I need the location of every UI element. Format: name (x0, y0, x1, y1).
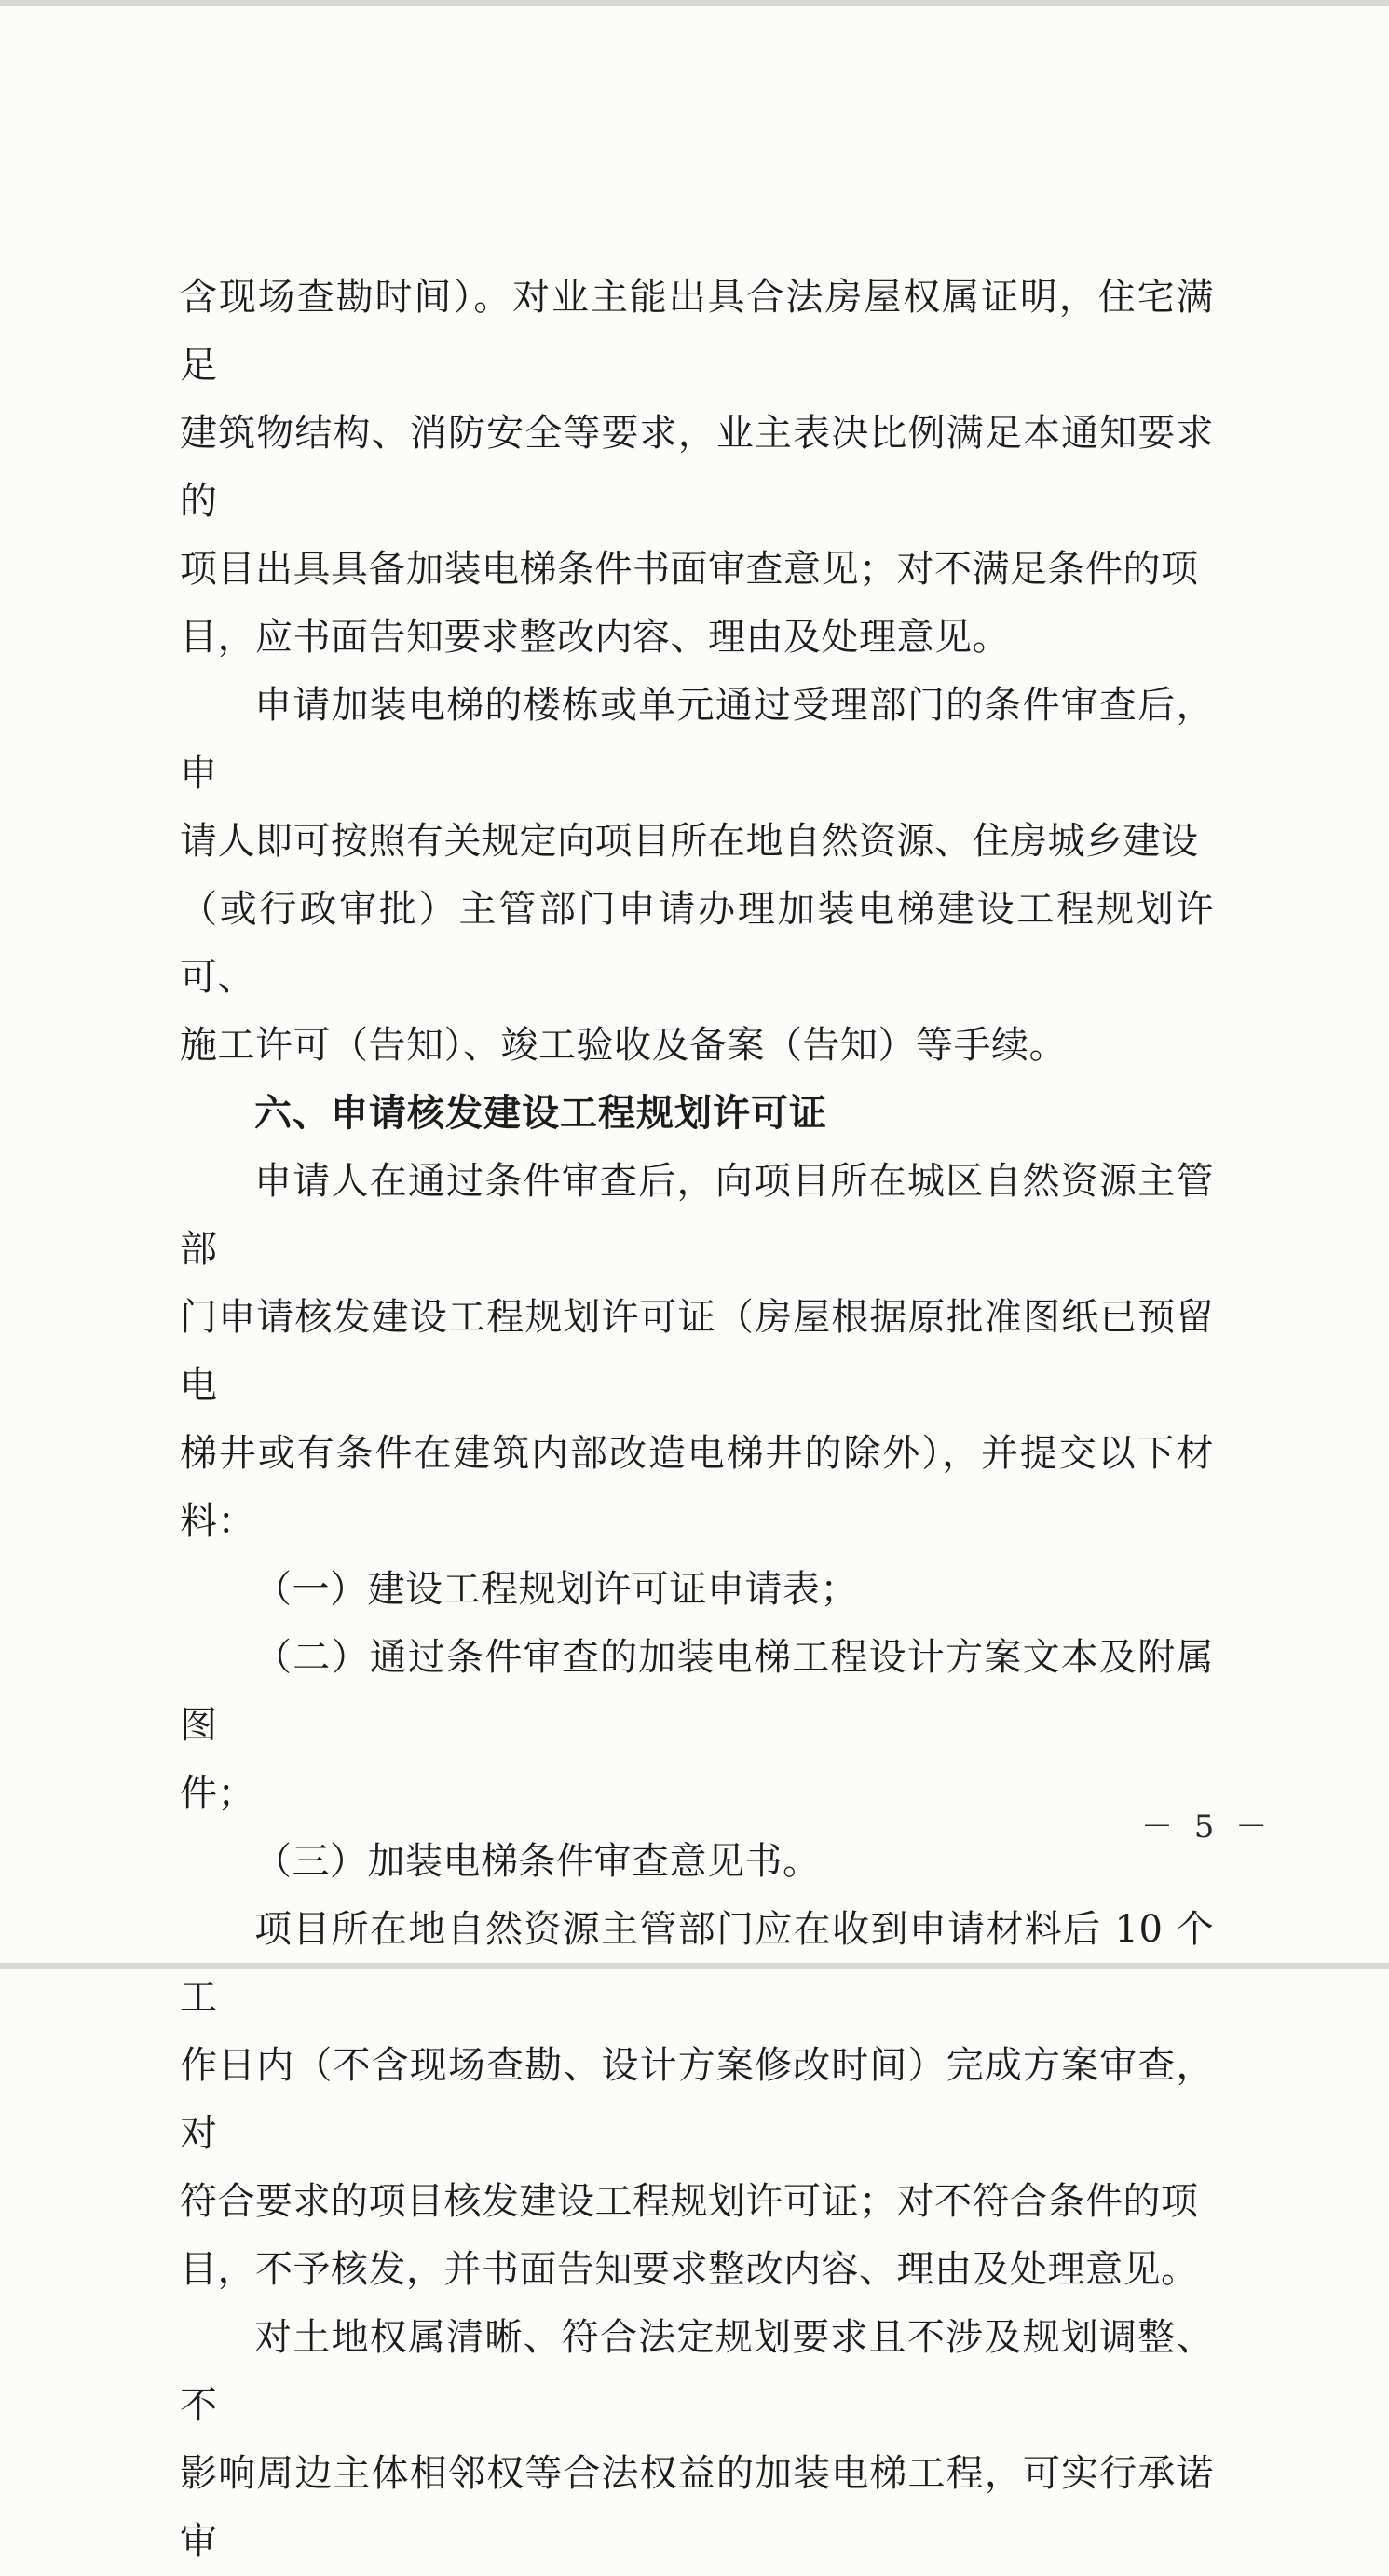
page-number: － 5 － (1141, 1808, 1273, 1846)
scan-bottom-edge (0, 1963, 1389, 1969)
paragraph-permit-materials: 申请人在通过条件审查后，向项目所在城区自然资源主管部 门申请核发建设工程规划许可证（房屋根据原批准图纸已预留电 梯井或有条件在建筑内部改造电梯井的除外），并提交以下材料： (180, 1160, 1214, 1543)
list-item-design-scheme: （二）通过条件审查的加装电梯工程设计方案文本及附属图 件； (180, 1636, 1214, 1815)
section-heading-planning-permit: 六、申请核发建设工程规划许可证 (254, 1092, 827, 1135)
list-item-application-form: （一）建设工程规划许可证申请表； (254, 1568, 858, 1611)
paragraph-review-deadline: 项目所在地自然资源主管部门应在收到申请材料后 10 个工 作日内（不含现场查勘、设计方案修改时间）完成方案审查，对 符合要求的项目核发建设工程规划许可证；对不符合条件的项 目，不予核发，并书面告知要求整改内容、理由及处理意见。 (180, 1908, 1214, 2291)
body-text (180, 264, 1214, 2576)
paragraph-application-procedures: 申请加装电梯的楼栋或单元通过受理部门的条件审查后，申 请人即可按照有关规定向项目所在地自然资源、住房城乡建设 （或行政审批）主管部门申请办理加装电梯建设工程规划许可、 施工许可（告知）、竣工验收及备案（告知）等手续。 (180, 684, 1214, 1067)
paragraph-review-opinion: 含现场查勘时间）。对业主能出具合法房屋权属证明，住宅满足 建筑物结构、消防安全等要求，业主表决比例满足本通知要求的 项目出具具备加装电梯条件书面审查意见；对不满足条件的项 目，应书面告知要求整改内容、理由及处理意见。 (180, 276, 1214, 659)
paragraph-commitment-approval: 对土地权属清晰、符合法定规划要求且不涉及规划调整、不 影响周边主体相邻权等合法权益的加装电梯工程，可实行承诺审 (180, 2316, 1214, 2563)
list-item-review-opinion: （三）加装电梯条件审查意见书。 (254, 1840, 821, 1883)
scan-top-edge (0, 0, 1389, 6)
